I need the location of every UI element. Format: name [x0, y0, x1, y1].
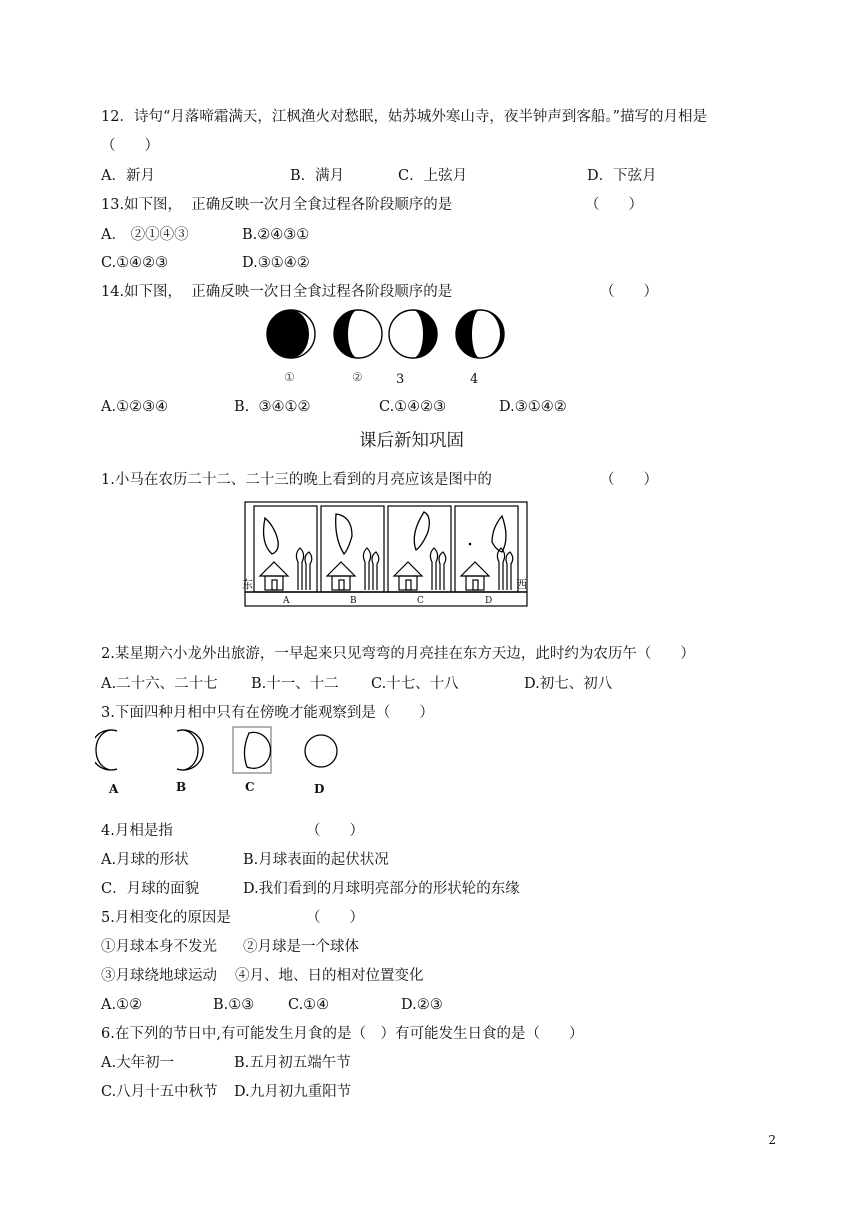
- p2-option-c: C.十七、十八: [371, 676, 459, 692]
- q12-option-d: D．下弦月: [587, 168, 657, 184]
- p5-reason-2: ②月球是一个球体: [243, 939, 359, 955]
- p1-stem: 1.小马在农历二十二、二十三的晚上看到的月亮应该是图中的: [101, 472, 492, 488]
- p5-reason-3: ③月球绕地球运动: [101, 968, 217, 984]
- q14-option-c: C.①④②③: [379, 399, 447, 415]
- eclipse-phase-1-icon: [267, 310, 315, 358]
- moon-d-icon: [492, 516, 506, 552]
- q12-option-a: A．新月: [101, 168, 155, 184]
- p4-option-d: D.我们看到的月球明亮部分的形状轮的东缘: [243, 881, 520, 897]
- p3-fig-label-b: B: [176, 780, 187, 794]
- q14-fig-label-1: ①: [284, 370, 295, 384]
- q14-option-d: D.③①④②: [499, 399, 567, 415]
- q13-paren: （ ）: [585, 197, 643, 213]
- p2-stem: 2.某星期六小龙外出旅游，一早起来只见弯弯的月亮挂在东方天边，此时约为农历午（ ）: [101, 646, 695, 662]
- p1-west-label: 西: [516, 578, 527, 591]
- q14-option-b: B. ③④①②: [234, 399, 311, 415]
- p4-paren: （ ）: [306, 823, 364, 839]
- q14-fig-label-4: 4: [470, 372, 479, 387]
- p4-option-b: B.月球表面的起伏状况: [243, 852, 389, 868]
- p3-stem: 3.下面四种月相中只有在傍晚才能观察到是（ ）: [101, 705, 434, 721]
- p5-reason-1: ①月球本身不发光: [101, 939, 217, 955]
- q13-option-a: A． ②①④③: [101, 227, 189, 243]
- p2-option-a: A.二十六、二十七: [101, 676, 218, 692]
- q12-paren: （ ）: [101, 138, 159, 154]
- p4-option-a: A.月球的形状: [101, 852, 189, 868]
- p6-option-a: A.大年初一: [101, 1055, 175, 1071]
- q14-fig-label-2: ②: [352, 370, 363, 384]
- p6-option-d: D.九月初九重阳节: [234, 1084, 352, 1100]
- moon-a-icon: [95, 730, 117, 770]
- q13-option-d: D.③①④②: [242, 255, 310, 271]
- q14-stem: 14.如下图， 正确反映一次日全食过程各阶段顺序的是: [101, 284, 453, 300]
- q13-stem: 13.如下图， 正确反映一次月全食过程各阶段顺序的是: [101, 197, 453, 213]
- p1-fig-label-c: C: [417, 596, 424, 606]
- p1-fig-label-a: A: [283, 596, 290, 606]
- moon-a-icon: [264, 518, 279, 554]
- q13-option-c: C.①④②③: [101, 255, 169, 271]
- p3-fig-label-d: D: [314, 782, 325, 796]
- p5-paren: （ ）: [306, 910, 364, 926]
- moon-d-icon: [305, 735, 337, 767]
- p5-option-b: B.①③: [213, 997, 255, 1013]
- q12-stem: 12．诗句“月落啼霜满天，江枫渔火对愁眠，姑苏城外寒山寺，夜半钟声到客船。”描写的月相是: [101, 109, 708, 125]
- p3-fig-label-a: A: [109, 782, 119, 796]
- eclipse-phase-3-icon: [389, 310, 437, 358]
- q14-fig-label-3: 3: [396, 372, 405, 387]
- p2-option-b: B.十一、十二: [251, 676, 339, 692]
- p5-option-d: D.②③: [401, 997, 443, 1013]
- eclipse-phase-4-icon: [456, 310, 504, 358]
- p4-option-c: C．月球的面貌: [101, 881, 200, 897]
- p1-paren: （ ）: [600, 472, 658, 488]
- p5-stem: 5.月相变化的原因是: [101, 910, 231, 926]
- p5-option-c: C.①④: [288, 997, 330, 1013]
- q13-option-b: B.②④③①: [242, 227, 310, 243]
- p5-option-a: A.①②: [101, 997, 143, 1013]
- p6-stem: 6.在下列的节日中,有可能发生月食的是（ ）有可能发生日食的是（ ）: [101, 1026, 584, 1042]
- p1-fig-label-b: B: [350, 596, 357, 606]
- p1-fig-label-d: D: [485, 596, 493, 606]
- moon-c-icon: [414, 512, 429, 550]
- q14-paren: （ ）: [600, 284, 658, 300]
- q12-option-b: B．满月: [290, 168, 345, 184]
- p1-east-label: 东: [242, 578, 253, 591]
- page-number: 2: [768, 1133, 776, 1147]
- q12-option-c: C．上弦月: [398, 168, 468, 184]
- p4-stem: 4.月相是指: [101, 823, 173, 839]
- p6-option-c: C.八月十五中秋节: [101, 1084, 218, 1100]
- p3-fig-label-c: C: [245, 780, 255, 794]
- q14-eclipse-figure: [260, 306, 520, 386]
- moon-b-icon: [336, 514, 352, 554]
- q14-option-a: A.①②③④: [101, 399, 169, 415]
- moon-c-icon: [244, 732, 270, 768]
- section-title: 课后新知巩固: [359, 431, 464, 451]
- p6-option-b: B.五月初五端午节: [234, 1055, 351, 1071]
- p2-option-d: D.初七、初八: [524, 676, 613, 692]
- eclipse-phase-2-icon: [334, 310, 382, 358]
- moon-b-icon: [177, 730, 203, 770]
- p3-moon-phases-figure: [95, 725, 345, 777]
- p5-reason-4: ④月、地、日的相对位置变化: [235, 968, 424, 984]
